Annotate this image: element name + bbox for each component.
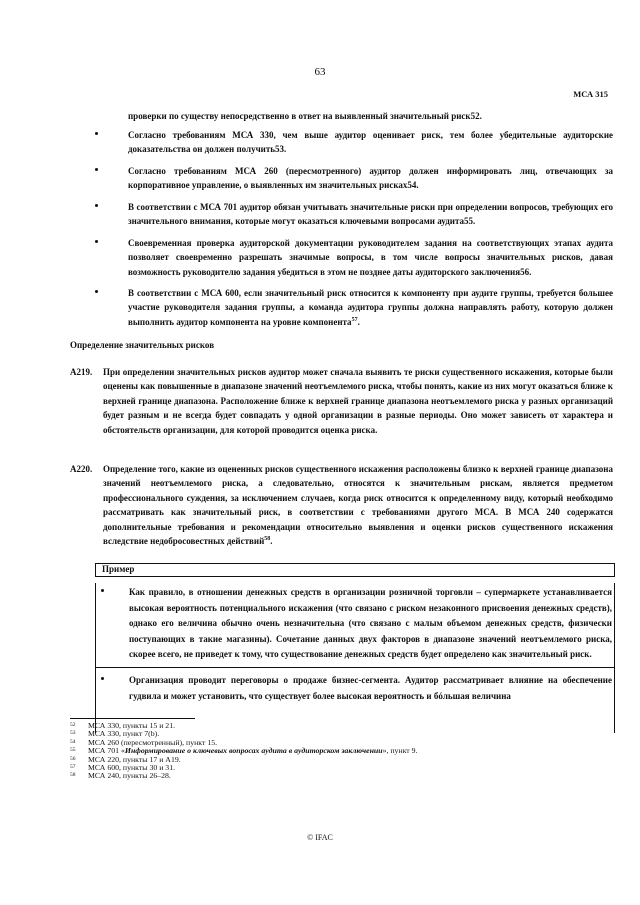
footnote-number: 52 bbox=[70, 722, 76, 728]
paragraph-text-body: Определение того, какие из оцененных рисков существенного искажения расположены близко к верхней границе диапазона значений неотъемлемого риска, а следовательно, относятся к значительным рискам, является предметом профессионального суждения, за исключением случаев, когда риск относится к определенному виду, который необходимо рассматривать как значительный риск, в соответствии с требованиями другого МСА. В МСА 240 содержатся дополнительные требования и рекомендации относительно выявления и оценки рисков существенного искажения вследствие недобросовестных действий bbox=[103, 464, 613, 547]
paragraph-a219 bbox=[70, 365, 613, 437]
paragraph-text: При определении значительных рисков аудитор может сначала выявить те риски существенного искажения, которые были оценены как повышенные в диапазоне значений неотъемлемого риска, чтобы понять, какие из них могут оказаться ближе к верхней границе диапазона. Расположение ближе к верхней границе диапазона неотъемлемого риска у разных организаций будет разным и не всегда будет совпадать у одной организации в разные периоды. Оно может зависеть от характера и обстоятельств организации, для которой проводится оценка риска. bbox=[103, 367, 613, 435]
footnote-text: МСА 220, пункты 17 и A19. bbox=[88, 754, 181, 764]
footnote-ref: 58 bbox=[264, 536, 271, 543]
list-item bbox=[95, 236, 613, 279]
bullet-icon bbox=[95, 168, 98, 171]
footnote-text: МСА 240, пункты 26–28. bbox=[88, 771, 171, 781]
bullet-icon bbox=[95, 290, 98, 293]
footnote-number: 54 bbox=[70, 738, 76, 745]
standard-code: МСА 315 bbox=[573, 89, 608, 99]
footnote-number: 56 bbox=[70, 755, 76, 762]
section-heading: Определение значительных рисков bbox=[70, 340, 215, 350]
list-item bbox=[95, 286, 613, 329]
footnote-title: Информирование о ключевых вопросах аудита в аудиторском заключении bbox=[124, 746, 383, 756]
list-item-text: В соответствии с МСА 600, если значительный риск относится к компоненту при аудите группы, требуется большее участие руководителя задания группы, а команда аудитора группы должна направлять работу, которую должен выполнить аудитор компонента на уровне компонента$^{57}$. bbox=[128, 288, 613, 327]
footer-copyright: © IFAC bbox=[307, 833, 333, 842]
footnote-text-end: », пункт 9. bbox=[382, 746, 418, 756]
footnote-number: 55 bbox=[70, 747, 76, 754]
bullet-icon bbox=[101, 677, 104, 680]
footnote-text: МСА 260 (пересмотренный), пункт 15. bbox=[88, 737, 218, 747]
list-item-text-body: В соответствии с МСА 600, если значительный риск относится к компоненту при аудите группы, требуется большее участие руководителя задания группы, а команда аудитора группы должна направлять работу, которую должен выполнить аудитор компонента на уровне компонента bbox=[128, 288, 613, 327]
bullet-icon bbox=[95, 132, 98, 135]
footnote-text-start: МСА 701 « bbox=[88, 746, 125, 756]
footnote-text: МСА 600, пункты 30 и 31. bbox=[88, 762, 176, 772]
example-divider bbox=[96, 667, 614, 668]
example-title: Пример bbox=[102, 564, 135, 574]
list-item-text: Согласно требованиям МСА 260 (пересмотренного) аудитор должен информировать лиц, отвечающих за корпоративное управление, о выявленных им значительных рисках54. bbox=[128, 166, 613, 191]
list-item bbox=[96, 585, 614, 663]
bullet-icon bbox=[95, 204, 98, 207]
bullet-icon bbox=[95, 240, 98, 243]
example-item-text: Как правило, в отношении денежных средств в организации розничной торговли – супермаркете устанавливается высокая вероятность потенциального искажения (что связано с риском незаконного присвоения денежных средств), однако его величина обычно очень незначительна (что связано с малым объемом денежных средств, физически поступающих в такие магазины). Сочетание данных двух факторов в диапазоне значений неотъемлемого риска, скорее всего, не приведет к тому, что существование денежных средств будет определено как значительный риск. bbox=[129, 587, 612, 659]
list-item bbox=[96, 673, 614, 704]
footnote-number: 53 bbox=[70, 730, 76, 737]
list-item-text: Согласно требованиям МСА 330, чем выше аудитор оценивает риск, тем более убедительные аудиторские доказательства он должен получить53. bbox=[128, 130, 613, 155]
paragraph-text: Определение того, какие из оцененных рисков существенного искажения расположены близко к верхней границе диапазона значений неотъемлемого риска, а следовательно, относятся к значительным рискам, является предметом профессионального суждения, за исключением случаев, когда риск относится к определенному виду, который необходимо рассматривать как значительный риск, в соответствии с требованиями другого МСА. В МСА 240 содержатся дополнительные требования и рекомендации относительно выявления и оценки рисков существенного искажения вследствие недобросовестных действий$^{58}$. bbox=[103, 464, 613, 547]
footnotes bbox=[70, 722, 610, 781]
list-item-text: Своевременная проверка аудиторской документации руководителем задания на соответствующих этапах аудита позволяет своевременно разрешать значимые вопросы, в том числе вопросы значительных рисков, давая возможность руководителю задания убедиться в этом не позднее даты аудиторского заключения56. bbox=[128, 238, 613, 277]
continued-bullet-text: проверки по существу непосредственно в ответ на выявленный значительный риск52. bbox=[128, 111, 482, 121]
paragraph-label: A219. bbox=[70, 367, 93, 377]
footnote-text: МСА 330, пункт 7(b). bbox=[88, 729, 160, 739]
example-title-box bbox=[95, 563, 615, 577]
bullet-icon bbox=[101, 589, 104, 592]
footnote-text: МСА 330, пункты 15 и 21. bbox=[88, 721, 176, 730]
paragraph-label: A220. bbox=[70, 464, 93, 474]
footnote-number: 57 bbox=[70, 763, 76, 770]
footnote-number: 58 bbox=[70, 772, 76, 779]
paragraph-a220 bbox=[70, 462, 613, 548]
page-number: 63 bbox=[314, 66, 326, 78]
example-box bbox=[95, 583, 615, 733]
list-item bbox=[95, 128, 613, 157]
footnote bbox=[70, 772, 610, 780]
list-item bbox=[95, 200, 613, 229]
list-item bbox=[95, 164, 613, 193]
example-item-text: Организация проводит переговоры о продаже бизнес-сегмента. Аудитор рассматривает влияние на обеспечение гудвила и может установить, что существует более высокая вероятность и бóльшая величина bbox=[129, 675, 612, 701]
footnote-ref: 57 bbox=[351, 316, 358, 323]
list-item-text: В соответствии с МСА 701 аудитор обязан учитывать значительные риски при определении вопросов, требующих его значительного внимания, которые могут оказаться ключевыми вопросами аудита55. bbox=[128, 202, 613, 227]
footnote-divider bbox=[70, 718, 195, 719]
